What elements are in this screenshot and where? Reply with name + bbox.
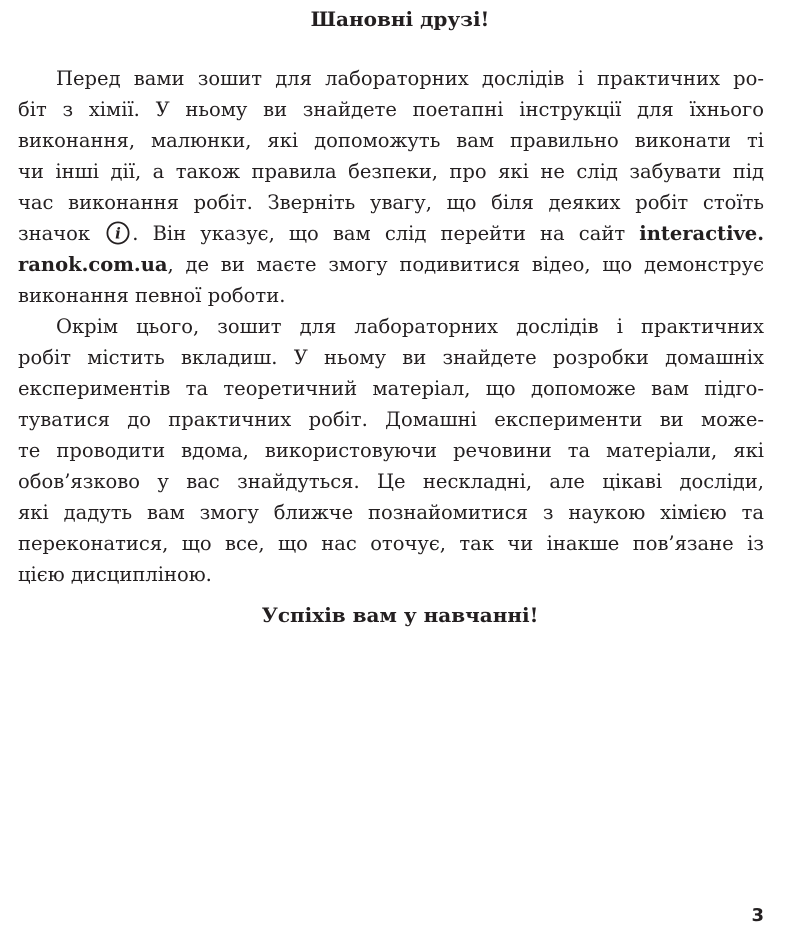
paragraph-2-line-1: Окрім цього, зошит для лабораторних дослідів і практичних — [56, 315, 764, 338]
paragraph-1-line-1: Перед вами зошит для лабораторних дослідів і практичних ро- — [56, 67, 764, 90]
icon-intro-text: значок — [18, 222, 91, 245]
paragraph-1-line-8: виконання певної роботи. — [18, 284, 286, 307]
website-link-part-1[interactable]: interactive. — [639, 222, 765, 245]
video-description-text: , де ви маєте змогу подивитися відео, що демонструє — [167, 253, 764, 276]
info-icon — [106, 221, 130, 245]
paragraph-2-line-9: цією дисципліною. — [18, 563, 212, 586]
paragraph-2-line-3: експериментів та теоретичний матеріал, що допоможе вам підго- — [18, 377, 764, 400]
info-icon-glyph: i — [115, 224, 122, 243]
paragraph-1-line-4: чи інші дії, а також правила безпеки, про які не слід забувати під — [18, 160, 764, 183]
page-number: 3 — [751, 905, 764, 926]
paragraph-1-line-2: біт з хімії. У ньому ви знайдете поетапні інструкції для їхнього — [18, 98, 764, 121]
paragraph-2-line-2: робіт містить вкладиш. У ньому ви знайдете розробки домашніх — [18, 346, 764, 369]
paragraph-1-line-3: виконання, малюнки, які допоможуть вам правильно виконати ті — [18, 129, 764, 152]
paragraph-2-line-4: туватися до практичних робіт. Домашні експерименти ви може- — [18, 408, 764, 431]
paragraph-2-line-6: обов’язково у вас знайдуться. Це нескладні, але цікаві досліди, — [18, 470, 764, 493]
body-text — [18, 63, 764, 590]
paragraph-2-line-5: те проводити вдома, використовуючи речовини та матеріали, які — [18, 439, 764, 462]
website-link-part-2[interactable]: ranok.com.ua — [18, 253, 168, 276]
paragraph-2-line-8: переконатися, що все, що нас оточує, так чи інакше пов’язане із — [18, 532, 764, 555]
paragraph-2-line-7: які дадуть вам змогу ближче познайомитися з наукою хімією та — [18, 501, 764, 524]
paragraph-1-line-6 — [18, 218, 764, 249]
paragraph-1-line-7 — [18, 249, 764, 280]
closing-wish: Успіхів вам у навчанні! — [261, 603, 539, 627]
icon-description-text: . Він указує, що вам слід перейти на сайт — [132, 222, 626, 245]
paragraph-1-line-5: час виконання робіт. Зверніть увагу, що біля деяких робіт стоїть — [18, 191, 764, 214]
page-title: Шановні друзі! — [310, 7, 490, 31]
